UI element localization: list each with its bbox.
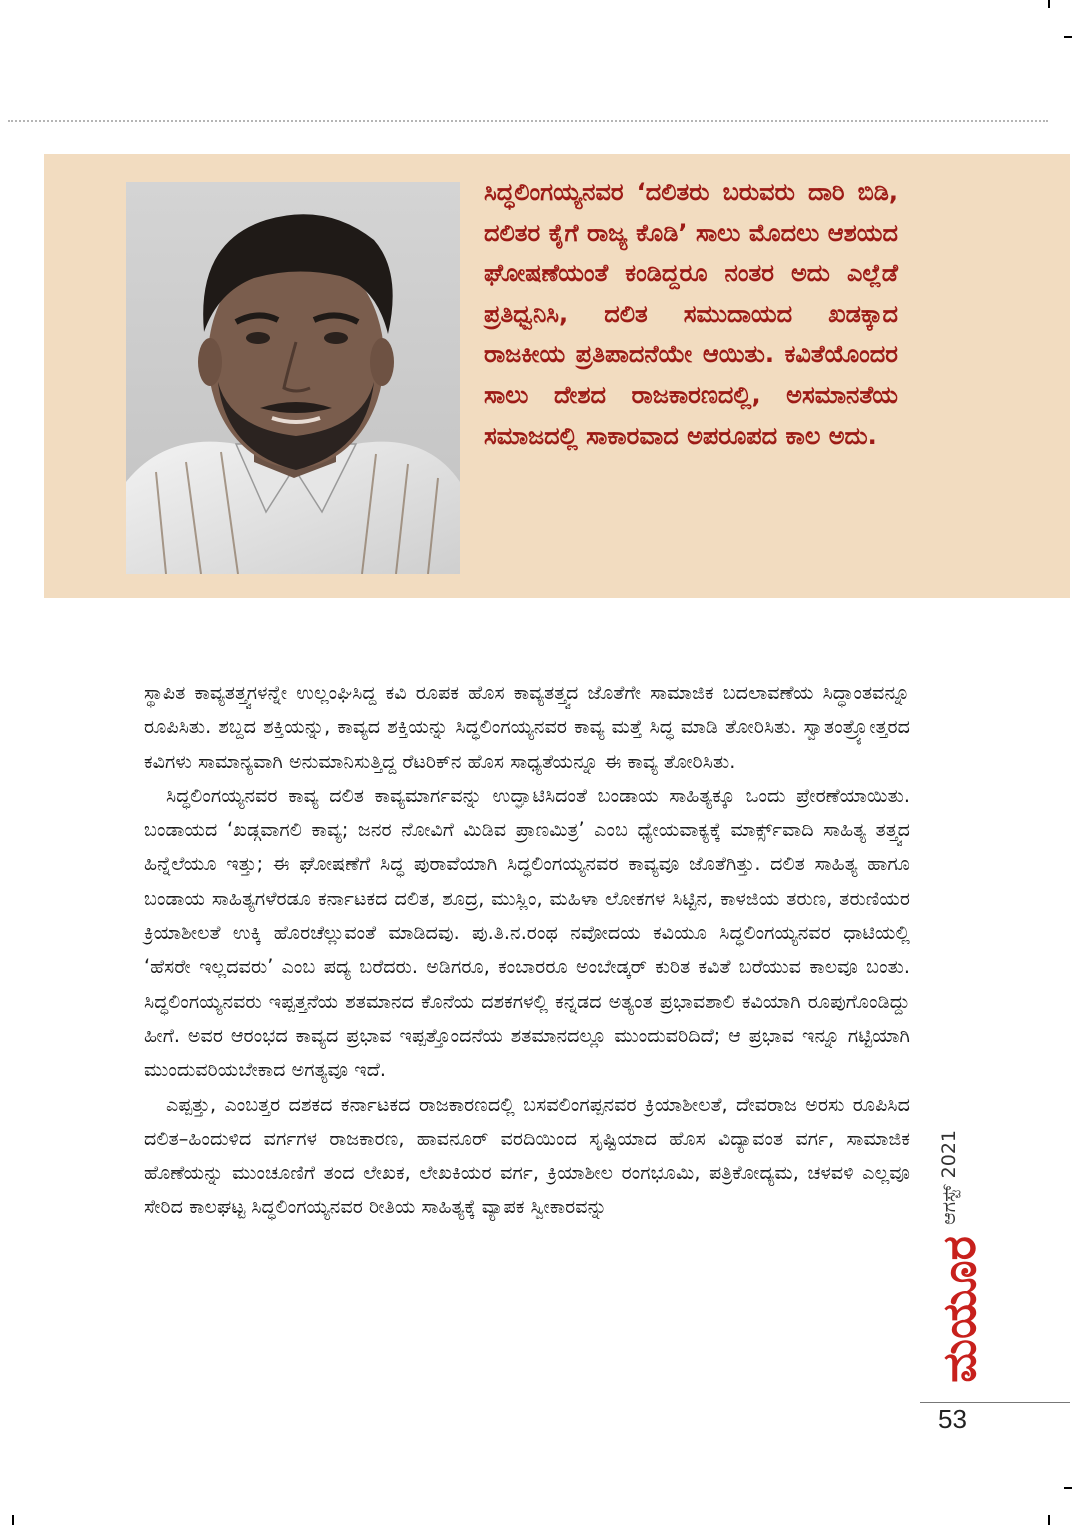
issue-date: ಆಗಸ್ಟ್ 2021 — [938, 1130, 960, 1225]
paragraph: ಸಿದ್ಧಲಿಂಗಯ್ಯನವರ ಕಾವ್ಯ ದಲಿತ ಕಾವ್ಯಮಾರ್ಗವನ್ನು ಉದ್ಘಾಟಿಸಿದಂತೆ ಬಂಡಾಯ ಸಾಹಿತ್ಯಕ್ಕೂ ಒಂದು ಪ್ರೇರಣೆಯಾಯಿತು. ಬಂಡಾಯದ ‘ಖಡ್ಗವಾಗಲಿ ಕಾವ್ಯ; ಜನರ ನೋವಿಗೆ ಮಿಡಿವ ಪ್ರಾಣಮಿತ್ರ’ ಎಂಬ ಧ್ಯೇಯವಾಕ್ಯಕ್ಕೆ ಮಾರ್ಕ್ಸ್‌ವಾದಿ ಸಾಹಿತ್ಯ ತತ್ತ್ವದ ಹಿನ್ನೆಲೆಯೂ ಇತ್ತು; ಈ ಘೋಷಣೆಗೆ ಸಿದ್ಧ ಪುರಾವೆಯಾಗಿ ಸಿದ್ಧಲಿಂಗಯ್ಯನವರ ಕಾವ್ಯವೂ ಜೊತೆಗಿತ್ತು. ದಲಿತ ಸಾಹಿತ್ಯ ಹಾಗೂ ಬಂಡಾಯ ಸಾಹಿತ್ಯಗಳೆರಡೂ ಕರ್ನಾಟಕದ ದಲಿತ, ಶೂದ್ರ, ಮುಸ್ಲಿಂ, ಮಹಿಳಾ ಲೋಕಗಳ ಸಿಟ್ಟಿನ, ಕಾಳಜಿಯ ತರುಣ, ತರುಣಿಯರ ಕ್ರಿಯಾಶೀಲತೆ ಉಕ್ಕಿ ಹೊರಚೆಲ್ಲುವಂತೆ ಮಾಡಿದವು. ಪು.ತಿ.ನ.ರಂಥ ನವೋದಯ ಕವಿಯೂ ಸಿದ್ಧಲಿಂಗಯ್ಯನವರ ಧಾಟಿಯಲ್ಲಿ ‘ಹೆಸರೇ ಇಲ್ಲದವರು’ ಎಂಬ ಪದ್ಯ ಬರೆದರು. ಅಡಿಗರೂ, ಕಂಬಾರರೂ ಅಂಬೇಡ್ಕರ್ ಕುರಿತ ಕವಿತೆ ಬರೆಯುವ ಕಾಲವೂ ಬಂತು. ಸಿದ್ಧಲಿಂಗಯ್ಯನವರು ಇಪ್ಪತ್ತನೆಯ ಶತಮಾನದ ಕೊನೆಯ ದಶಕಗಳಲ್ಲಿ ಕನ್ನಡದ ಅತ್ಯಂತ ಪ್ರಭಾವಶಾಲಿ ಕವಿಯಾಗಿ ರೂಪುಗೊಂಡಿದ್ದು ಹೀಗೆ. ಅವರ ಆರಂಭದ ಕಾವ್ಯದ ಪ್ರಭಾವ ಇಪ್ಪತ್ತೊಂದನೆಯ ಶತಮಾನದಲ್ಲೂ ಮುಂದುವರಿದಿದೆ; ಆ ಪ್ರಭಾವ ಇನ್ನೂ ಗಟ್ಟಿಯಾಗಿ ಮುಂದುವರಿಯಬೇಕಾದ ಅಗತ್ಯವೂ ಇದೆ. — [144, 783, 910, 1082]
article-body — [144, 676, 910, 1225]
header-dotted-rule — [8, 120, 1048, 122]
pullquote-text: ಸಿದ್ಧಲಿಂಗಯ್ಯನವರ ‘ದಲಿತರು ಬರುವರು ದಾರಿ ಬಿಡಿ, ದಲಿತರ ಕೈಗೆ ರಾಜ್ಯ ಕೊಡಿ’ ಸಾಲು ಮೊದಲು ಆಶಯದ ಘೋಷಣೆಯಂತೆ ಕಂಡಿದ್ದರೂ ನಂತರ ಅದು ಎಲ್ಲೆಡೆ ಪ್ರತಿಧ್ವನಿಸಿ, ದಲಿತ ಸಮುದಾಯದ ಖಡಕ್ಕಾದ ರಾಜಕೀಯ ಪ್ರತಿಪಾದನೆಯೇ ಆಯಿತು. ಕವಿತೆಯೊಂದರ ಸಾಲು ದೇಶದ ರಾಜಕಾರಣದಲ್ಲಿ, ಅಸಮಾನತೆಯ ಸಮಾಜದಲ್ಲಿ ಸಾಕಾರವಾದ ಅಪರೂಪದ ಕಾಲ ಅದು. — [484, 178, 898, 450]
crop-mark-right-lower — [1064, 1487, 1072, 1489]
author-portrait — [126, 182, 460, 574]
page-number-rule — [920, 1402, 1070, 1403]
crop-mark-bottom-right — [1048, 1515, 1050, 1525]
crop-mark-top-right — [1048, 0, 1050, 8]
paragraph: ಸ್ಥಾಪಿತ ಕಾವ್ಯತತ್ತ್ವಗಳನ್ನೇ ಉಲ್ಲಂಘಿಸಿದ್ದ ಕವಿ ರೂಪಕ ಹೊಸ ಕಾವ್ಯತತ್ತ್ವದ ಜೊತೆಗೇ ಸಾಮಾಜಿಕ ಬದಲಾವಣೆಯ ಸಿದ್ಧಾಂತವನ್ನೂ ರೂಪಿಸಿತು. ಶಬ್ದದ ಶಕ್ತಿಯನ್ನು, ಕಾವ್ಯದ ಶಕ್ತಿಯನ್ನು ಸಿದ್ಧಲಿಂಗಯ್ಯನವರ ಕಾವ್ಯ ಮತ್ತೆ ಸಿದ್ಧ ಮಾಡಿ ತೋರಿಸಿತು. ಸ್ವಾತಂತ್ರ್ಯೋತ್ತರದ ಕವಿಗಳು ಸಾಮಾನ್ಯವಾಗಿ ಅನುಮಾನಿಸುತ್ತಿದ್ದ ರೆಟರಿಕ್‌ನ ಹೊಸ ಸಾಧ್ಯತೆಯನ್ನೂ ಈ ಕಾವ್ಯ ತೋರಿಸಿತು. — [144, 681, 910, 773]
page-number: 53 — [938, 1404, 967, 1434]
magazine-logo: ಮಯೂರ — [932, 1236, 986, 1383]
crop-mark-right-upper — [1064, 36, 1072, 38]
pullquote-box — [44, 154, 1070, 598]
paragraph: ಎಪ್ಪತ್ತು, ಎಂಬತ್ತರ ದಶಕದ ಕರ್ನಾಟಕದ ರಾಜಕಾರಣದಲ್ಲಿ ಬಸವಲಿಂಗಪ್ಪನವರ ಕ್ರಿಯಾಶೀಲತೆ, ದೇವರಾಜ ಅರಸು ರೂಪಿಸಿದ ದಲಿತ–ಹಿಂದುಳಿದ ವರ್ಗಗಳ ರಾಜಕಾರಣ, ಹಾವನೂರ್ ವರದಿಯಿಂದ ಸೃಷ್ಟಿಯಾದ ಹೊಸ ವಿದ್ಯಾವಂತ ವರ್ಗ, ಸಾಮಾಜಿಕ ಹೊಣೆಯನ್ನು ಮುಂಚೂಣಿಗೆ ತಂದ ಲೇಖಕ, ಲೇಖಕಿಯರ ವರ್ಗ, ಕ್ರಿಯಾಶೀಲ ರಂಗಭೂಮಿ, ಪತ್ರಿಕೋದ್ಯಮ, ಚಳವಳಿ ಎಲ್ಲವೂ ಸೇರಿದ ಕಾಲಘಟ್ಟ ಸಿದ್ಧಲಿಂಗಯ್ಯನವರ ರೀತಿಯ ಸಾಹಿತ್ಯಕ್ಕೆ ವ್ಯಾಪಕ ಸ್ವೀಕಾರವನ್ನು — [144, 1092, 910, 1219]
crop-mark-bottom-left — [12, 1515, 14, 1525]
